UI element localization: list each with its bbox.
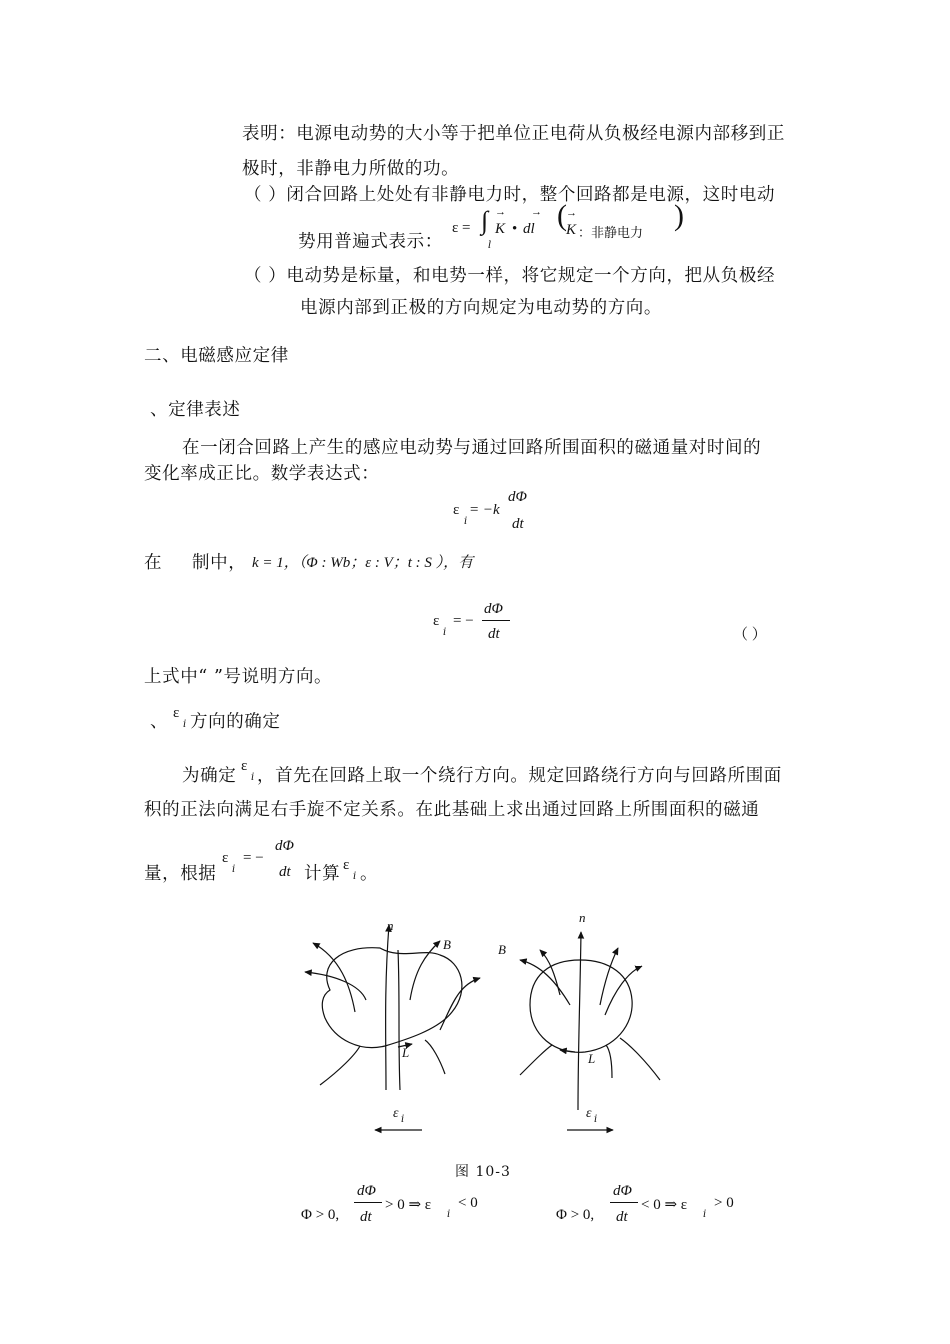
sub2-eps: ε xyxy=(173,705,180,721)
paragraph-line: 极时，非静电力所做的功。 xyxy=(242,159,460,179)
vector-arrow-icon: → xyxy=(566,207,577,219)
subsection-heading: 方向的确定 xyxy=(190,712,281,732)
fig-eps-left-sub: i xyxy=(401,1114,405,1125)
fig-L-left: L xyxy=(402,1045,410,1060)
right-field-line xyxy=(600,948,618,1005)
p3l3-eps2: ε xyxy=(343,857,350,873)
eq1-num: dΦ xyxy=(508,489,527,505)
cond-right-end: > 0 xyxy=(714,1195,734,1211)
paragraph-line: 在一闭合回路上产生的感应电动势与通过回路所围面积的磁通量对时间的 xyxy=(182,438,762,458)
fig-n-right: n xyxy=(579,910,586,925)
paragraph-line: 表明：电源电动势的大小等于把单位正电荷从负极经电源内部移到正 xyxy=(242,124,785,144)
p3-eps: ε xyxy=(241,758,248,774)
p3l3-eq: = − xyxy=(243,850,264,866)
cond-right-post: < 0 ⇒ ε xyxy=(641,1197,688,1213)
p3l3-den: dt xyxy=(279,864,291,880)
eq2-num: dΦ xyxy=(484,601,503,617)
cond-right-sub: i xyxy=(703,1209,707,1220)
p3l3-num: dΦ xyxy=(275,838,294,854)
cond-left-den: dt xyxy=(360,1209,372,1225)
eq2-den: dt xyxy=(488,626,500,642)
p3l3-pre: 量，根据 xyxy=(144,864,217,884)
paragraph-line: 变化率成正比。数学表达式： xyxy=(144,464,380,484)
list-item-2: （ ）电动势是标量，和电势一样，将它规定一个方向，把从负极经 xyxy=(244,266,776,286)
left-loop xyxy=(322,948,462,1048)
cond-left-end: < 0 xyxy=(458,1195,478,1211)
p3l3-end: 。 xyxy=(360,864,379,884)
list-item-1-cont: 势用普遍式表示： xyxy=(298,232,443,252)
eq2-eps: ε xyxy=(433,613,440,629)
list-item-2-cont: 电源内部到正极的方向规定为电动势的方向。 xyxy=(300,298,662,318)
fig-eps-right-sub: i xyxy=(594,1114,598,1125)
fig-n-left: n xyxy=(387,918,394,933)
fig-L-right: L xyxy=(588,1051,596,1066)
cond-left-sub: i xyxy=(447,1209,451,1220)
vector-K: K xyxy=(495,221,506,237)
left-field-line xyxy=(410,941,440,1000)
formula-lhs: ε = xyxy=(452,220,471,236)
eq1-sub: i xyxy=(464,516,468,527)
right-field-line xyxy=(520,1045,552,1075)
cond-left-pre: Φ > 0, xyxy=(301,1207,340,1223)
integral-subscript: l xyxy=(488,240,492,251)
right-paren: ) xyxy=(674,199,684,232)
eq1-rhs: = −k xyxy=(469,502,500,518)
note-K: K xyxy=(566,222,577,238)
fig-B-right: B xyxy=(498,942,506,957)
p3-sub: i xyxy=(251,772,255,783)
figure-caption: 图 10-3 xyxy=(455,1164,511,1180)
si-pre: 在 xyxy=(144,553,163,573)
left-field-line xyxy=(440,978,480,1030)
right-field-line xyxy=(520,960,570,1005)
left-paren: ( xyxy=(557,199,567,232)
vector-arrow-icon: → xyxy=(531,206,542,218)
right-field-line xyxy=(578,932,581,1110)
vector-dl: dl xyxy=(523,221,535,237)
eq1-den: dt xyxy=(512,516,524,532)
note-text: ：非静电力 xyxy=(578,226,644,241)
left-field-line xyxy=(398,950,400,1090)
p3l3-eps: ε xyxy=(222,850,229,866)
eq2-rhs: = − xyxy=(453,613,474,629)
si-units: k = 1，（Φ : Wb；ε : V；t : S ），有 xyxy=(252,555,474,571)
left-field-line xyxy=(425,1040,445,1074)
p3l3-sub: i xyxy=(232,864,236,875)
subsection-heading-pre: 、 xyxy=(150,712,169,732)
paragraph-line: ，首先在回路上取一个绕行方向。规定回路绕行方向与回路所围面 xyxy=(257,766,782,786)
p3l3-post: 计算 xyxy=(304,864,341,884)
left-field-line xyxy=(305,972,366,1000)
left-field-line xyxy=(320,1046,360,1085)
right-field-line xyxy=(620,1038,660,1080)
section-heading: 二、电磁感应定律 xyxy=(144,346,289,366)
fraction-bar xyxy=(610,1202,638,1203)
left-field-line xyxy=(386,925,389,1090)
note-sign: 上式中“ ”号说明方向。 xyxy=(144,667,333,687)
list-item-1: （ ）闭合回路上处处有非静电力时，整个回路都是电源，这时电动 xyxy=(244,185,776,205)
paragraph-line: 积的正法向满足右手旋不定关系。在此基础上求出通过回路上所围面积的磁通 xyxy=(144,800,760,820)
cond-right-den: dt xyxy=(616,1209,628,1225)
eq1-eps: ε xyxy=(453,502,460,518)
si-mid: 制中， xyxy=(192,553,247,573)
right-field-line xyxy=(606,1045,612,1078)
cond-left-post: > 0 ⇒ ε xyxy=(385,1197,432,1213)
fig-eps-left: ε xyxy=(393,1106,399,1121)
dot-operator: • xyxy=(512,221,518,237)
fig-eps-right: ε xyxy=(586,1106,592,1121)
cond-left-num: dΦ xyxy=(357,1183,376,1199)
fraction-bar xyxy=(354,1202,382,1203)
eq2-sub: i xyxy=(443,627,447,638)
subsection-heading: 、定律表述 xyxy=(150,400,241,420)
eq2-tag: （ ） xyxy=(733,627,767,643)
cond-right-pre: Φ > 0, xyxy=(556,1207,595,1223)
cond-right-num: dΦ xyxy=(613,1183,632,1199)
sub2-sub: i xyxy=(183,719,187,730)
vector-arrow-icon: → xyxy=(495,206,506,218)
p3-pre: 为确定 xyxy=(182,766,237,786)
integral-sign: ∫ xyxy=(481,206,489,235)
p3l3-sub2: i xyxy=(353,871,357,882)
fig-B-left: B xyxy=(443,937,451,952)
right-field-line xyxy=(605,966,642,1015)
